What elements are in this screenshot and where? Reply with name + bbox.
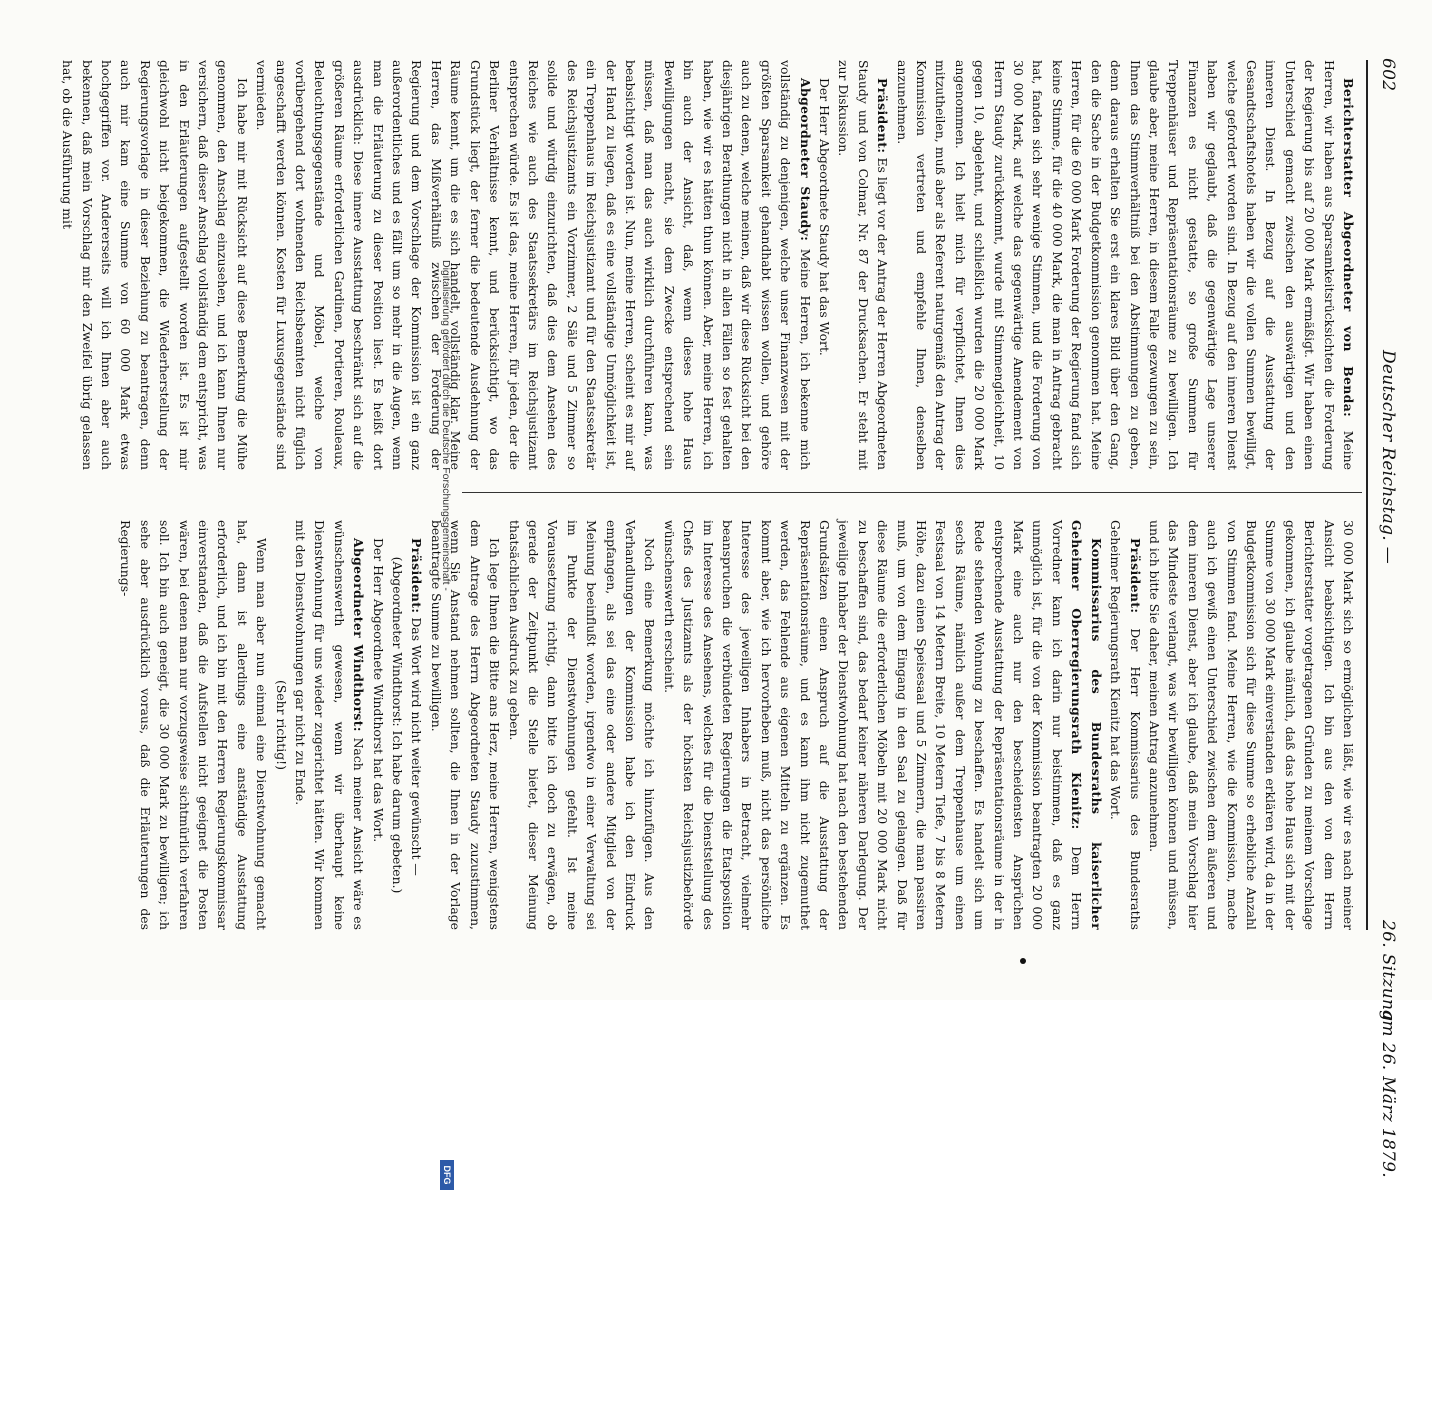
dfg-logo: DFG: [440, 1160, 454, 1190]
speaker-label: Abgeordneter Staudy:: [797, 78, 813, 242]
publication-title: Deutscher Reichstag. —: [1378, 350, 1398, 565]
paragraph-text: Meine Herren, wir haben aus Sparsamkeitsrücksichten die Forderung der Regierung bis auf 20 000 Mark ermäßigt. Wir haben einen Unterschied gemacht zwischen den auswärtigen und den inneren Dienst. In Bezug auf die Ausstattung der Gesandtschaftshotels haben wir die vollen Summen bewilligt, welche gefordert worden sind. In Bezug auf den inneren Dienst haben wir geglaubt, daß die gegenwärtige Lage unserer Finanzen es nicht gestatte, so große Summen für Treppenhäuser und Repräsentationsräume zu bewilligen. Ich glaube aber, meine Herren, in diesem Falle gezwungen zu sein, Ihnen das Stimmverhältniß bei den Abstimmungen zu geben, denn daraus erhalten Sie erst ein klares Bild über den Gang, den die Sache in der Budgetkommission genommen hat. Meine Herren, für die 60 000 Mark Forderung der Regierung fand sich keine Stimme, für die 40 000 Mark, die man in Antrag gebracht hat, fanden sich sehr wenige Stimmen, und die Forderung von 30 000 Mark, auf welche das gegenwärtige Amendement von Herrn Staudy zurückkommt, wurde mit Stimmengleichheit, 10 gegen 10, abgelehnt, und schließlich wurden die 20 000 Mark angenommen. Ich hielt mich für verpflichtet, Ihnen dies mitzutheilen, muß aber als Referent naturgemäß den Antrag der Kommission vertreten und empfehle Ihnen, denselben anzunehmen.: [894, 60, 1356, 470]
paragraph: Der Herr Abgeordnete Staudy hat das Wort.: [817, 78, 833, 356]
session-label: 26. Sitzung: [1378, 920, 1398, 1022]
interjection: (Abgeordneter Windthorst: Ich habe darum gebeten.): [390, 556, 406, 894]
speaker-label: Kommissarius des Bundesraths kaiserlicher Geheimer Oberregierungsrath Kienitz:: [1069, 520, 1104, 930]
interjection: (Sehr richtig!): [273, 680, 289, 770]
speaker-label: Präsident:: [1127, 538, 1143, 614]
session-date: am 26. März 1879.: [1378, 1010, 1398, 1178]
paragraph: [659, 520, 1105, 930]
paragraph: [407, 520, 426, 930]
paragraph: [252, 60, 815, 470]
paragraph: [892, 60, 1358, 470]
paragraph: Noch eine Bemerkung möchte ich hinzufügen. Aus den Verhandlungen der Kommission habe ich den Eindruck empfangen, als sei das eine oder andere Mitglied von der Meinung beeinflußt worden, irgendwo in einer Verwaltung sei im Punkte der Dienstwohnungen gefehlt. Ist meine Voraussetzung richtig, dann bitte ich doch zu erwägen, ob gerade der Zeitpunkt die Stelle bietet, dieser Meinung thatsächlichen Ausdruck zu geben.: [506, 520, 658, 930]
header-rule: [1366, 60, 1368, 930]
paragraph-text: Das Wort wird nicht weiter gewünscht —: [409, 617, 425, 876]
ink-mark: [1020, 958, 1026, 964]
paragraph-text: Meine Herren, ich bekenne mich vollständig zu denjenigen, welche unser Finanzwesen mit der größten Sparsamkeit gehandhabt wissen wollen, und gehöre auch zu denen, welche meinen, daß wir diese Rücksicht bei den diesjährigen Berathungen nicht in allen Fällen so fest gehalten haben, wie wir es hätten thun können. Aber, meine Herren, ich bin auch der Ansicht, daß, wenn dieses hohe Haus Bewilligungen macht, sie dem Zwecke entsprechend sein müssen, daß man das auch wirklich durchführen kann, was beabsichtigt worden ist. Nun, meine Herren, scheint es mir auf der Hand zu liegen, daß es eine vollständige Unmöglichkeit ist, ein Treppenhaus im Reichsjustizamt und für den Staatssekretär des Reichsjustizamts ein Vorzimmer, 2 Säle und 5 Zimmer so solide und würdig einzurichten, daß dies dem Ansehen des Reiches wie auch des Staatssekretärs im Reichsjustizamt entsprechen würde. Es ist das, meine Herren, für jeden, der die Berliner Verhältnisse kennt, und berücksichtigt, wo das Grundstück liegt, der ferner die bedeutende Ausdehnung der Räume kennt, um die es sich handelt, vollständig klar. Meine Herren, das Mißverhältniß zwischen der Forderung der Regierung und dem Vorschlage der Kommission ist ein ganz außerordentliches und es fällt um so mehr in die Augen, wenn man die Erläuterung zu dieser Position liest. Es heißt dort ausdrücklich: Diese innere Ausstattung beschränkt sich auf die größeren Räume erforderlichen Gardinen, Portieren, Rouleaux, Beleuchtungsgegenstände und Möbel, welche von vorübergehend dort wohnenden Reichsbeamten nicht füglich angeschafft werden können. Kosten für Luxusgegenstände sind vermieden.: [254, 60, 813, 470]
paragraph: [1106, 520, 1145, 930]
paragraph: [291, 520, 369, 930]
paragraph-text: Nach meiner Ansicht wäre es wünschenswerth gewesen, wenn wir überhaupt keine Dienstwohnung für uns wieder zugerichtet hätten. Wir kommen mit den Dienstwohnungen gar nicht zu Ende.: [293, 520, 367, 930]
paragraph: Ich habe mir mit Rücksicht auf diese Bemerkung die Mühe genommen, den Anschlag einzusehen, und ich kann Ihnen nur versichern, daß dieser Anschlag vollständig dem entspricht, was in den Erläuterungen aufgestellt worden ist. Es ist mir gleichwohl nicht beigekommen, die Wiederherstellung der Regierungsvorlage in dieser Beziehung zu beantragen, denn auch mir kam eine Summe von 60 000 Mark etwas hochgegriffen vor. Andererseits will ich Ihnen aber auch bekennen, daß mein Vorschlag mir den Zweifel übrig gelassen hat, ob die Ausführung mit: [60, 60, 250, 470]
paragraph-text: Dem Herrn Vorredner kann ich darin nur beistimmen, daß es ganz unmöglich ist, für die von der Kommission beantragten 20 000 Mark eine auch nur den bescheidensten Ansprüchen entsprechende Ausstattung der Repräsentationsräume in der in Rede stehenden Wohnung zu beschaffen. Es handelt sich um sechs Räume, nämlich außer dem Treppenhause um einen Festsaal von 14 Metern Breite, 10 Metern Tiefe, 7 bis 8 Metern Höhe, dazu einen Speisesaal und 5 Zimmern, die man passiren muß, um von dem Eingang in den Saal zu gelangen. Daß für diese Räume die erforderlichen Möbeln mit 20 000 Mark nicht zu beschaffen sind, das bedarf keiner näheren Darlegung. Der jeweilige Inhaber der Dienstwohnung hat nach den bestehenden Grundsätzen einen Anspruch auf die Ausstattung der Repräsentationsräume, und es kann ihm nicht zugemuthet werden, das Fehlende aus eigenen Mitteln zu ergänzen. Es kommt aber, wie ich hervorheben muß, nicht das persönliche Interesse des jeweiligen Inhabers in Betracht, vielmehr beanspruchen die verbündeten Regierungen die Etatsposition im Interesse des Ansehens, welches für die Dienststellung des Chefs des Justizamts als der höchsten Reichsjustizbehörde wünschenswerth erscheint.: [661, 520, 1085, 930]
paragraph-text: Es liegt vor der Antrag der Herren Abgeordneten Staudy und von Colmar, Nr. 87 der Drucksachen. Er steht mit zur Diskussion.: [836, 60, 891, 470]
paragraph-text: Der Herr Kommissarius des Bundesraths Geheimer Regierungsrath Kienitz hat das Wort.: [1108, 520, 1143, 930]
paragraph: Wenn man aber nun einmal eine Dienstwohnung gemacht hat, dann ist allerdings eine anständige Ausstattung erforderlich, und ich bin mit den Herren Regierungskommissar einverstanden, daß die Aufstellen nicht geeignet die Posten wären, bei denen man nur vorzugsweise sichtmürlich verfahren soll. Ich bin auch geneigt, die 30 000 Mark zu bewilligen; ich sehe aber ausdrücklich voraus, daß die Erläuterungen des Regierungs-: [118, 520, 270, 930]
speaker-label: Abgeordneter Windthorst:: [351, 538, 367, 732]
paragraph: 30 000 Mark sich so ermöglichen läßt, wie wir es nach meiner Ansicht beabsichtigen. Ich bin aus den von dem Herrn Berichterstatter vorgetragenen Gründen zu meinem Vorschlage gekommen, ich glaube nämlich, daß das hohe Haus sich mit der Summe von 30 000 Mark einverstanden erklären wird, da in der Budgetkommission sich für diese Summe so erhebliche Anzahl von Stimmen fand. Meine Herren, wie die Kommission, mache auch ich gewiß einen Unterschied zwischen dem äußeren und dem inneren Dienst, aber ich glaube, daß mein Vorschlag hier das Mindeste verlangt, was wir bewilligen können und müssen, und ich bitte Sie daher, meinen Antrag anzunehmen.: [1146, 520, 1356, 930]
page-number: 602: [1378, 58, 1398, 92]
right-column: [118, 520, 1358, 930]
paragraph: Ich lege Ihnen die Bitte ans Herz, meine Herren, wenigstens dem Antrage des Herrn Abgeordneten Staudy zuzustimmen, wenn Sie Anstand nehmen sollten, die Ihnen in der Vorlage beantragte Summe zu bewilligen.: [428, 520, 503, 930]
digitization-credit: Digitalisierung gefördert durch die Deutsche Forschungsgemeinschaft -: [440, 260, 452, 591]
paragraph: [834, 60, 892, 470]
speaker-label: Berichterstatter Abgeordneter von Benda:: [1341, 78, 1356, 418]
column-divider: [462, 492, 1362, 493]
speaker-label: Präsident:: [409, 538, 425, 614]
speaker-label: Präsident:: [875, 78, 891, 154]
paragraph: Der Herr Abgeordnete Windthorst hat das Wort.: [370, 538, 386, 843]
